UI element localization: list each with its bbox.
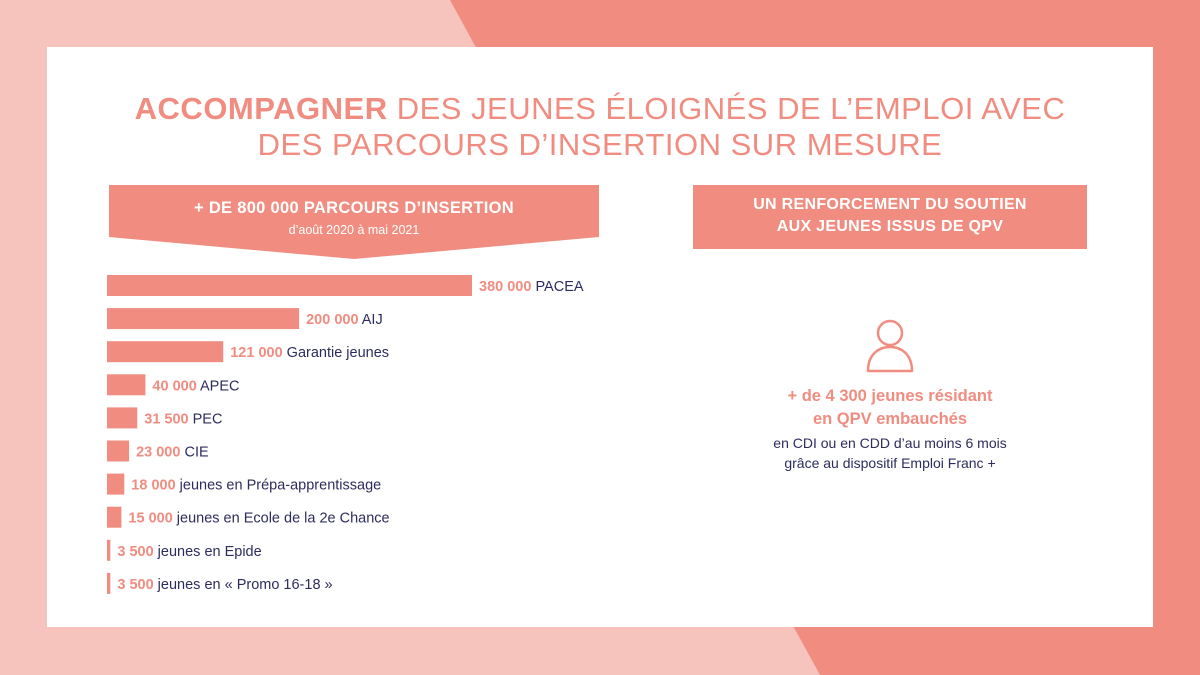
bar-4 [107, 407, 137, 428]
bar-label-2 [230, 345, 389, 361]
qpv-banner-line1: UN RENFORCEMENT DU SOUTIEN [753, 196, 1027, 213]
bar-3 [107, 374, 145, 395]
bar-label-8 [117, 544, 261, 560]
bar-category-label: PACEA [531, 279, 584, 295]
bar-label-9 [117, 577, 332, 593]
bar-0 [107, 275, 472, 296]
title-line1: DES JEUNES ÉLOIGNÉS DE L’EMPLOI AVEC [387, 91, 1066, 126]
qpv-banner-line2: AUX JEUNES ISSUS DE QPV [776, 218, 1004, 235]
bar-category-label: jeunes en Epide [153, 543, 262, 560]
bar-category-label: APEC [196, 378, 240, 395]
parcours-heading: + DE 800 000 PARCOURS D’INSERTION [194, 199, 514, 217]
bar-value-label: 121 000 [230, 345, 283, 362]
bar-category-label: CIE [180, 444, 209, 461]
bar-value-label: 15 000 [128, 510, 173, 527]
bar-1 [107, 308, 299, 329]
bar-label-6 [131, 478, 381, 494]
bar-label-0 [479, 279, 584, 295]
bar-category-label: jeunes en Prépa-apprentissage [175, 477, 382, 494]
title-bold: ACCOMPAGNER [134, 91, 388, 126]
bar-category-label: Garantie jeunes [282, 345, 390, 362]
bar-label-4 [144, 411, 222, 427]
bar-7 [107, 507, 121, 528]
bar-value-label: 31 500 [144, 411, 189, 428]
bar-label-7 [128, 511, 389, 527]
qpv-highlight-line2: en QPV embauchés [812, 410, 968, 428]
bar-value-label: 380 000 [479, 279, 532, 295]
bar-2 [107, 341, 223, 362]
bar-6 [107, 474, 124, 495]
bar-label-3 [152, 378, 239, 394]
bar-value-label: 3 500 [117, 576, 154, 593]
title-line2: DES PARCOURS D’INSERTION SUR MESURE [257, 127, 943, 162]
qpv-highlight-line1: + de 4 300 jeunes résidant [787, 387, 993, 405]
bar-8 [107, 540, 110, 561]
parcours-subheading: d’août 2020 à mai 2021 [288, 223, 420, 237]
bar-category-label: AIJ [358, 312, 383, 329]
bar-value-label: 18 000 [131, 477, 176, 494]
bar-label-1 [306, 312, 383, 328]
bar-value-label: 3 500 [117, 543, 154, 560]
bar-9 [107, 573, 110, 594]
qpv-detail-line1: en CDI ou en CDD d’au moins 6 mois [773, 435, 1007, 451]
bar-value-label: 200 000 [306, 312, 359, 329]
qpv-detail-line2: grâce au dispositif Emploi Franc + [784, 455, 996, 471]
bar-label-5 [136, 445, 209, 461]
bar-value-label: 23 000 [136, 444, 181, 461]
bar-value-label: 40 000 [152, 378, 197, 395]
bar-5 [107, 441, 129, 462]
bar-category-label: jeunes en « Promo 16-18 » [153, 576, 333, 593]
bar-category-label: jeunes en Ecole de la 2e Chance [172, 510, 390, 527]
bar-category-label: PEC [188, 411, 223, 428]
